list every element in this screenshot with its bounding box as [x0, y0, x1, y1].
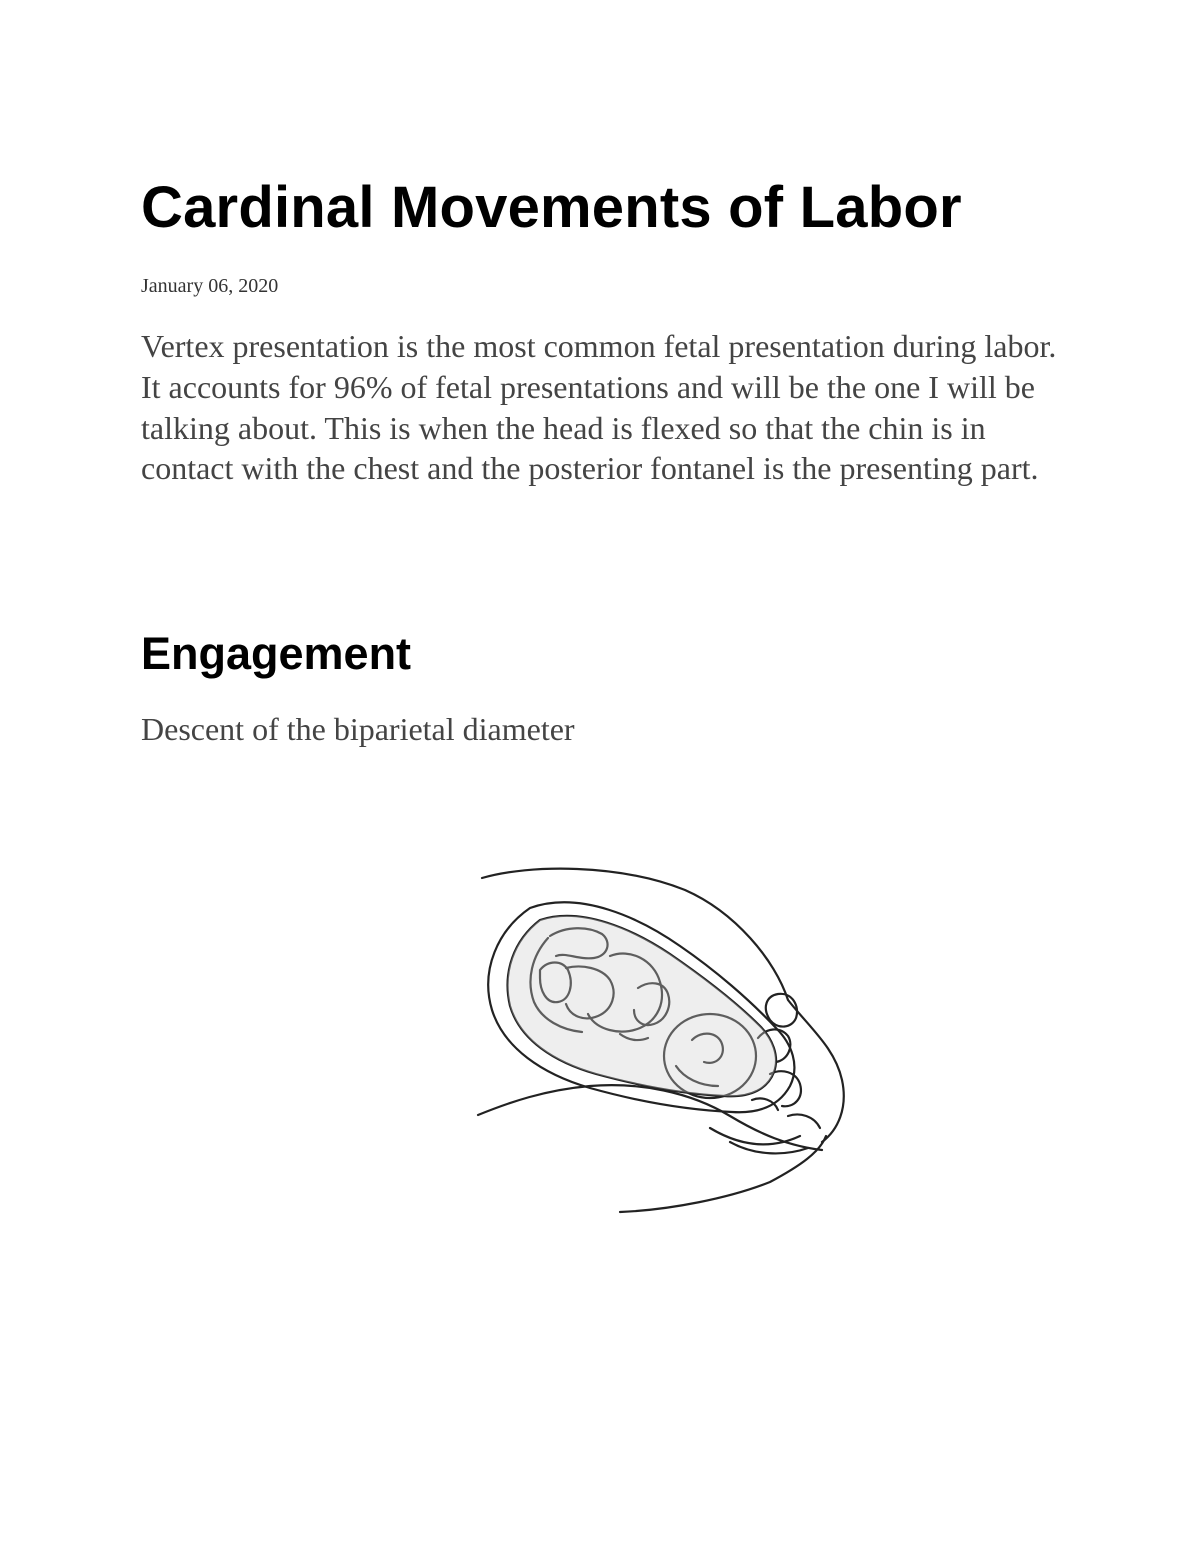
section-heading-engagement: Engagement: [141, 628, 412, 679]
fetal-engagement-illustration: [470, 860, 850, 1220]
perineum-contour: [620, 1136, 826, 1212]
fetal-engagement-drawing: [470, 860, 850, 1220]
section-description: Descent of the biparietal diameter: [141, 711, 575, 747]
intro-paragraph: Vertex presentation is the most common fetal presentation during labor. It accounts for 96% of fetal presentations and will be the one I will be talking about. This is when the head is flexed so that the chin is in contact with the chest and the posterior fontanel is the presenting part.: [141, 328, 1057, 487]
page-title: Cardinal Movements of Labor: [141, 175, 962, 240]
bladder: [766, 994, 797, 1027]
lower-body-contour: [478, 1085, 822, 1150]
post-date: January 06, 2020: [141, 275, 279, 297]
cervix-right: [770, 1071, 801, 1106]
amniotic-fluid-shading: [508, 916, 776, 1096]
